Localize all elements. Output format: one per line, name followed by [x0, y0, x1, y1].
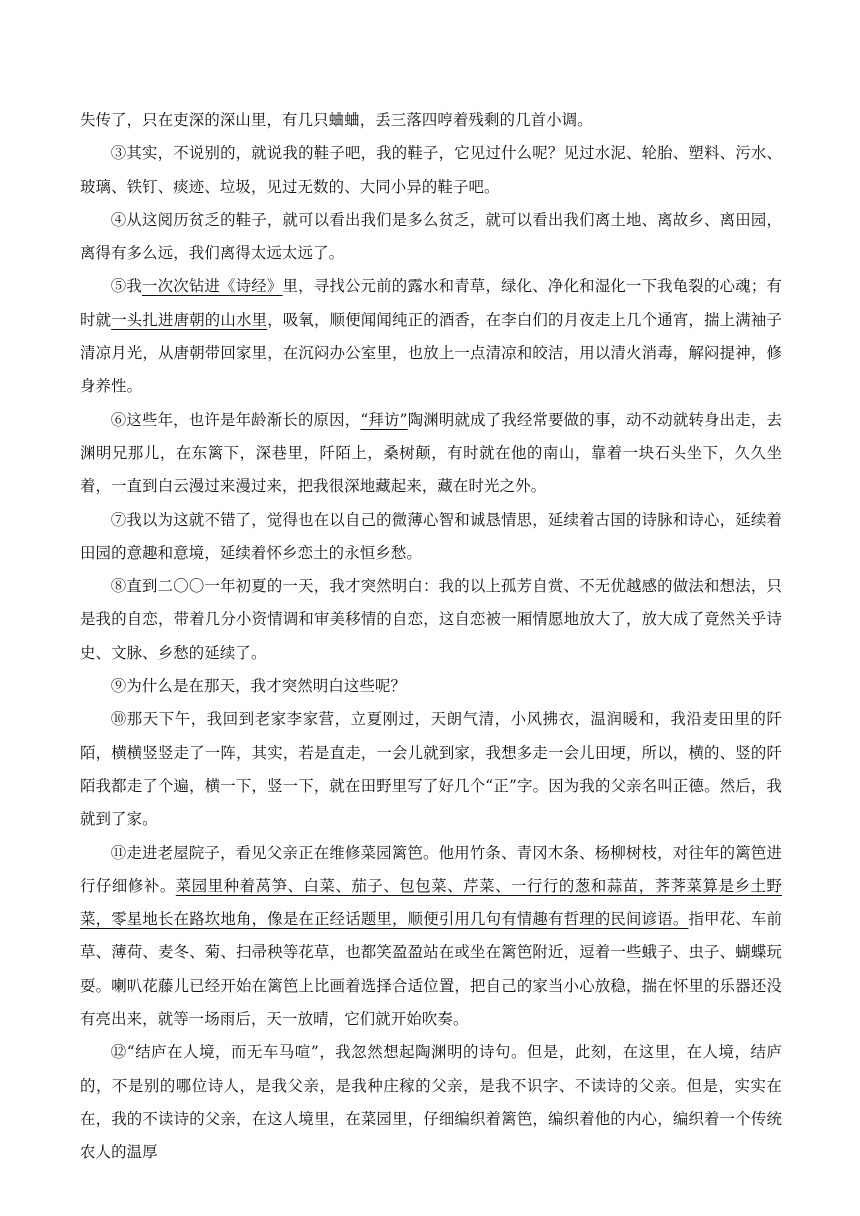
paragraph-6 [80, 404, 782, 504]
underlined-phrase: 一头扎进唐朝的山水里 [111, 310, 268, 329]
paragraph-8 [80, 570, 782, 670]
text-segment: ⑧直到二〇〇一年初夏的一天，我才突然明白：我的以上孤芳自赏、不无优越感的做法和想法，只是我的自恋，带着几分小资情调和审美移情的自恋，这自恋被一厢情愿地放大了，放大成了竟然关乎诗史、文脉、乡愁的延续了。 [80, 577, 782, 662]
text-segment: ⑪走进老屋院子，看见父亲正在维修菜园篱笆。他用竹条、青冈木条、杨柳树枝，对往年的篱笆进行仔细修补。 [80, 843, 782, 895]
text-segment: ⑩那天下午，我回到老家李家营，立夏刚过，天朗气清，小风拂衣，温润暖和，我沿麦田里的阡陌，横横竖竖走了一阵，其实，若是直走，一会儿就到家，我想多走一会儿田埂，所以，横的、竖的阡陌我都走了个遍，横一下，竖一下，就在田野里写了好几个“正”字。因为我的父亲名叫正德。然后，我就到了家。 [80, 710, 782, 829]
paragraph-11 [80, 837, 782, 1037]
text-segment: ③其实，不说别的，就说我的鞋子吧，我的鞋子，它见过什么呢？见过水泥、轮胎、塑料、污水、玻璃、铁钉、痰迹、垃圾，见过无数的、大同小异的鞋子吧。 [80, 144, 782, 196]
text-segment: ⑫“结庐在人境，而无车马喧”，我忽然想起陶渊明的诗句。但是，此刻，在这里，在人境，结庐的，不是别的哪位诗人，是我父亲，是我种庄稼的父亲，是我不识字、不读诗的父亲。但是，实实在在，我的不读诗的父亲，在这人境里，在菜园里，仔细编织着篱笆，编织着他的内心，编织着一个传统农人的温厚 [80, 1043, 782, 1162]
paragraph-9 [80, 670, 782, 703]
underlined-phrase: “拜访” [360, 410, 408, 429]
text-segment: ⑦我以为这就不错了，觉得也在以自己的微薄心智和诚恳情思，延续着古国的诗脉和诗心，延续着田园的意趣和意境，延续着怀乡恋土的永恒乡愁。 [80, 510, 782, 562]
paragraph-7 [80, 504, 782, 571]
paragraph-4 [80, 204, 782, 271]
underlined-passage: 菜园里种着莴笋、白菜、茄子、包包菜、芹菜、一行行的葱和蒜苗，荠荠菜算是乡土野菜，零星地长在路坎地角，像是在正经话题里，顺便引用几句有情趣有哲理的民间谚语。 [80, 876, 783, 929]
underlined-phrase: 一次次钻进《诗经》 [142, 277, 283, 296]
text-segment: 指甲花、车前草、薄荷、麦冬、菊、扫帚秧等花草，也都笑盈盈站在或坐在篱笆附近，逗着一些蛾子、虫子、蝴蝶玩耍。喇叭花藤儿已经开始在篱笆上比画着选择合适位置，把自己的家当小心放稳，揣在怀里的乐器还没有亮出来，就等一场雨后，天一放晴，它们就开始吹奏。 [80, 910, 782, 1029]
text-segment: 里，寻找公元前的露水和青草，绿化、净化和湿化一下我龟裂的心魂；有时就 [80, 277, 782, 329]
text-segment: ⑥这些年，也许是年龄渐长的原因， [110, 410, 361, 429]
text-segment: ④从这阅历贫乏的鞋子，就可以看出我们是多么贫乏，就可以看出我们离土地、离故乡、离田园，离得有多么远，我们离得太远太远了。 [80, 210, 782, 263]
text-segment: ⑨为什么是在那天，我才突然明白这些呢？ [110, 677, 407, 696]
text-segment: ，吸氧，顺便闻闻纯正的酒香，在李白们的月夜走上几个通宵，揣上满袖子清凉月光，从唐朝带回家里，在沉闷办公室里，也放上一点清凉和皎洁，用以清火消毒，解闷提神，修身养性。 [80, 310, 782, 396]
text-segment: 陶渊明就成了我经常要做的事，动不动就转身出走，去渊明兄那儿，在东篱下，深巷里，阡陌上，桑树颠，有时就在他的南山，靠着一块石头坐下，久久坐着，一直到白云漫过来漫过来，把我很深地藏起来，藏在时光之外。 [80, 410, 782, 496]
paragraph-10 [80, 703, 782, 836]
paragraph-5 [80, 270, 782, 403]
text-segment: 失传了，只在吏深的深山里，有几只蛐蛐，丢三落四哼着残剩的几首小调。 [80, 111, 593, 129]
text-segment: ⑤我 [110, 277, 143, 296]
paragraph-continuation [80, 104, 782, 137]
paragraph-3 [80, 137, 782, 204]
paragraph-12 [80, 1036, 782, 1169]
